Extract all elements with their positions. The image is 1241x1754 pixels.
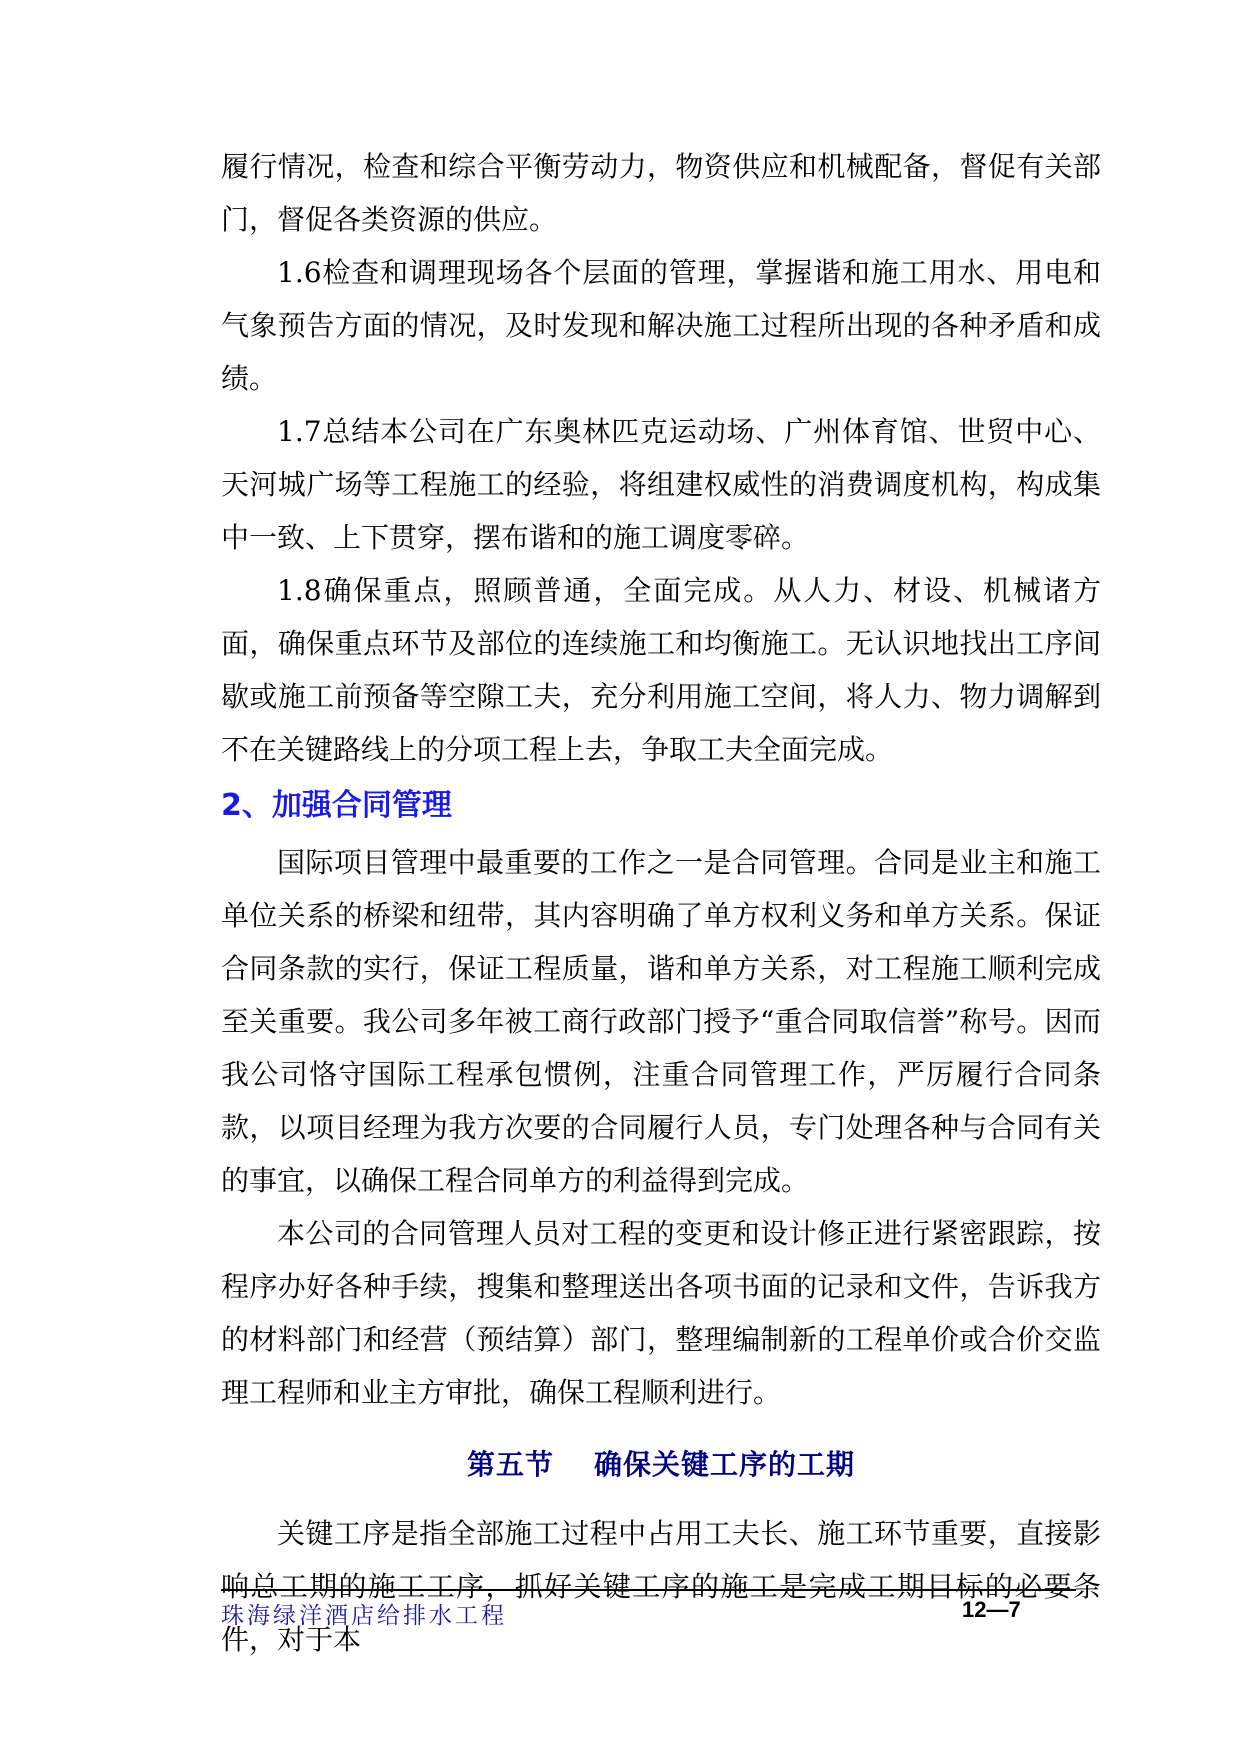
paragraph-1-7: 1.7总结本公司在广东奥林匹克运动场、广州体育馆、世贸中心、天河城广场等工程施工的经验，将组建权威性的消费调度机构，构成集中一致、上下贯穿，摆布谐和的施工调度零碎。 (221, 415, 1101, 554)
paragraph-contract-staff: 本公司的合同管理人员对工程的变更和设计修正进行紧密跟踪，按程序办好各种手续，搜集和整理送出各项书面的记录和文件，告诉我方的材料部门和经营（预结算）部门，整理编制新的工程单价或合价交监理工程师和业主方审批，确保工程顺利进行。 (221, 1217, 1101, 1409)
footer-project-name: 珠海绿洋酒店给排水工程 (221, 1603, 507, 1629)
paragraph-key-process: 关键工序是指全部施工过程中占用工夫长、施工环节重要，直接影响总工期的施工工序，抓好关键工序的施工是完成工期目标的必要条件，对于本 (221, 1517, 1101, 1656)
paragraph-contract-importance: 国际项目管理中最重要的工作之一是合同管理。合同是业主和施工单位关系的桥梁和纽带，其内容明确了单方权利义务和单方关系。保证合同条款的实行，保证工程质量，谐和单方关系，对工程施工顺利完成至关重要。我公司多年被工商行政部门授予“重合同取信誉”称号。因而我公司恪守国际工程承包惯例，注重合同管理工作，严厉履行合同条款，以项目经理为我方次要的合同履行人员，专门处理各种与合同有关的事宜，以确保工程合同单方的利益得到完成。 (221, 846, 1101, 1197)
paragraph-continuation: 履行情况，检查和综合平衡劳动力，物资供应和机械配备，督促有关部门，督促各类资源的供应。 (221, 150, 1101, 236)
section-title-text: 确保关键工序的工期 (594, 1448, 856, 1481)
footer-divider (221, 1589, 1076, 1591)
section-title (221, 1433, 1101, 1497)
document-body (221, 140, 1101, 1666)
paragraph-1-6: 1.6检查和调理现场各个层面的管理，掌握谐和施工用水、用电和气象预告方面的情况，及时发现和解决施工过程所出现的各种矛盾和成绩。 (221, 256, 1101, 395)
heading-contract-management: 2、加强合同管理 (221, 788, 452, 823)
paragraph-1-8: 1.8确保重点，照顾普通，全面完成。从人力、材设、机械诸方面，确保重点环节及部位的连续施工和均衡施工。无认识地找出工序间歇或施工前预备等空隙工夫，充分利用施工空间，将人力、物力调解到不在关键路线上的分项工程上去，争取工夫全面完成。 (221, 574, 1101, 766)
footer-page-number: 12—7 (962, 1597, 1021, 1622)
section-number: 第五节 (466, 1448, 554, 1481)
